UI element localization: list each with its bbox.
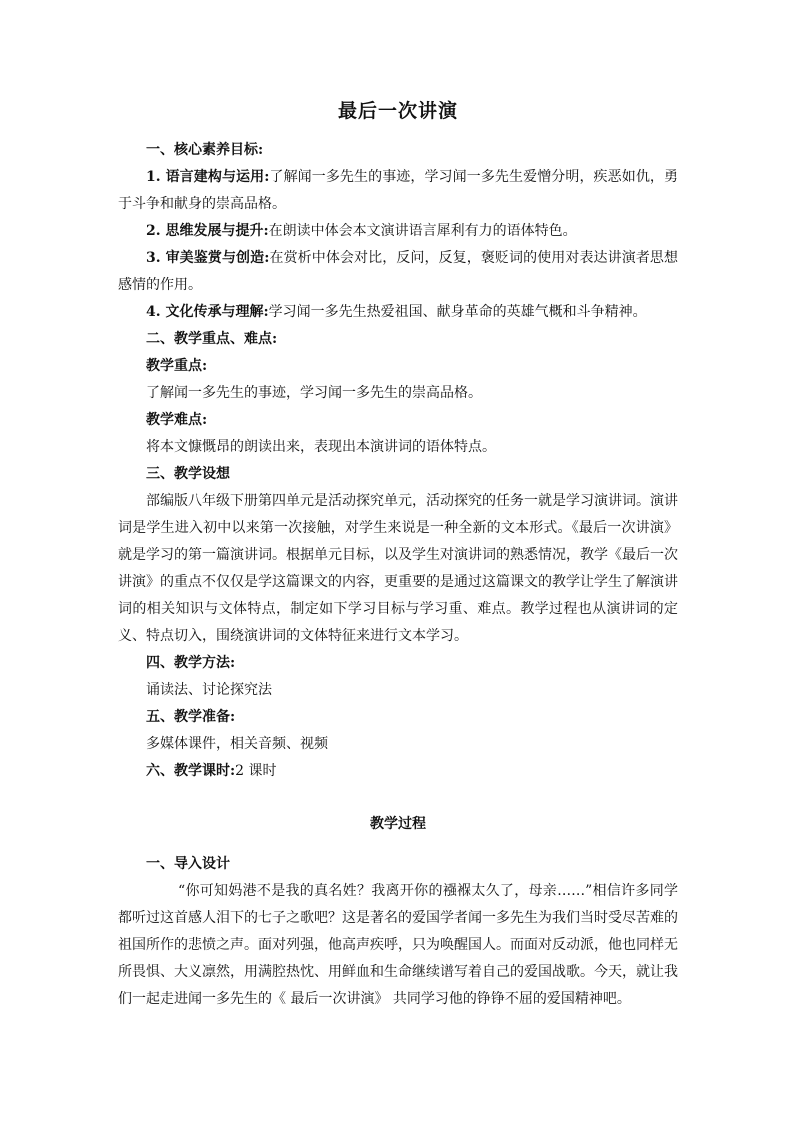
document-title: 最后一次讲演	[337, 100, 458, 122]
goal-3-text: 在赏析中体会对比，反问，反复，褒贬词的使用对表达讲演者思想感情的作用。	[118, 250, 678, 293]
goal-1	[118, 164, 678, 218]
preparation-text: 多媒体课件，相关音频、视频	[146, 736, 328, 752]
process-title: 教学过程	[370, 816, 426, 832]
goal-2	[118, 218, 678, 245]
goal-4	[118, 299, 678, 326]
focus-label: 教学重点:	[146, 358, 208, 374]
goal-2-text: 在朗读中体会本文演讲语言犀利有力的语体特色。	[268, 223, 577, 239]
goal-1-label: 1. 语言建构与运用:	[146, 169, 270, 185]
goal-1-text: 了解闻一多先生的事迹，学习闻一多先生爱憎分明，疾恶如仇，勇于斗争和献身的崇高品格。	[118, 169, 678, 212]
section-heading-hours: 六、教学课时:	[146, 763, 236, 779]
section-heading-method: 四、教学方法:	[146, 655, 236, 671]
section-heading-goals: 一、核心素养目标:	[146, 142, 264, 158]
section-heading-intro: 一、导入设计	[146, 856, 230, 872]
difficulty-text: 将本文慷慨昂的朗读出来，表现出本演讲词的语体特点。	[146, 439, 496, 455]
section-heading-key-points: 二、教学重点、难点:	[146, 331, 278, 347]
goal-3-label: 3. 审美鉴赏与创造:	[146, 250, 270, 266]
difficulty-label: 教学难点:	[146, 412, 208, 428]
intro-text: “你可知妈港不是我的真名姓？我离开你的襁褓太久了，母亲……”相信许多同学都听过这首感人泪下的七子之歌吧？这是著名的爱国学者闻一多先生为我们当时受尽苦难的祖国所作的悲愤之声。面对列强，他高声疾呼，只为唤醒国人。而面对反动派，他也同样无所畏惧、大义凛然，用满腔热忱、用鲜血和生命继续谱写着自己的爱国战歌。今天，就让我们一起走进闻一多先生的《 最后一次讲演》 共同学习他的铮铮不屈的爱国精神吧。	[118, 883, 678, 1007]
section-heading-preparation: 五、教学准备:	[146, 709, 236, 725]
goal-4-label: 4. 文化传承与理解:	[146, 304, 269, 320]
goal-3	[118, 245, 678, 299]
goal-4-text: 学习闻一多先生热爱祖国、献身革命的英雄气概和斗争精神。	[268, 304, 647, 320]
hours-value: 2 课时	[235, 763, 277, 779]
document-page	[118, 96, 678, 1013]
method-text: 诵读法、讨论探究法	[146, 682, 272, 698]
section-heading-design: 三、教学设想	[146, 466, 230, 482]
goal-2-label: 2. 思维发展与提升:	[146, 223, 269, 239]
design-text: 部编版八年级下册第四单元是活动探究单元，活动探究的任务一就是学习演讲词。演讲词是学生进入初中以来第一次接触，对学生来说是一种全新的文本形式。《最后一次讲演》就是学习的第一篇演讲词。根据单元目标，以及学生对演讲词的熟悉情况，教学《最后一次讲演》的重点不仅仅是学这篇课文的内容，更重要的是通过这篇课文的教学让学生了解演讲词的相关知识与文体特点，制定如下学习目标与学习重、难点。教学过程也从演讲词的定义、特点切入，围绕演讲词的文体特征来进行文本学习。	[118, 493, 678, 644]
hours-line	[118, 758, 678, 785]
focus-text: 了解闻一多先生的事迹，学习闻一多先生的崇高品格。	[146, 385, 482, 401]
